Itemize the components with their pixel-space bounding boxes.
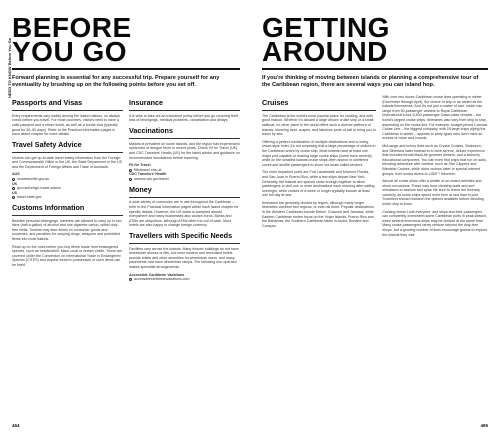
right-col-1 xyxy=(262,95,376,240)
cruise-lines-text-3: Almost all cruise ships offer a wealth of on-board activities and shore excursions. These vary from climbing walls and surf simulators to casinos and spas. Be sure to check the itinerary carefully, as some ships spend more time at sea than in port. Travellers should research the options available before deciding which ship to book. xyxy=(382,179,484,207)
passports-heading: Passports and Visas xyxy=(12,98,83,107)
customs-text-1: Besides personal belongings, travelers are allowed to carry up to two liters (half a gallon) of alcohol and one cigarette carton, within duty-free limits. Tourists may face duties on consumer goods and souvenirs, and penalties for carrying drugs, weapons and prohibited items into most islands. xyxy=(12,218,122,242)
globe-icon xyxy=(129,169,132,172)
advice-uk-link[interactable]: gov.uk/foreign-travel-advice xyxy=(17,186,61,191)
advice-aus-link[interactable]: smartraveller.gov.au xyxy=(17,176,50,181)
money-text: A wide variety of currencies are in use throughout the Caribbean – refer to the Practical Information pages within each island chapter for specific details. However, the US dollar is accepted almost everywhere and many businesses also accept euros. Banks and ATMs are ubiquitous, although ATMs often run out of cash. Most hotels are also happy to change foreign currency. xyxy=(129,200,239,228)
advice-aus-label: AUS xyxy=(12,172,20,177)
right-page-title xyxy=(262,12,488,67)
passports-divider xyxy=(12,110,123,111)
cruise-lines-text-1: With over two dozen Caribbean cruise lines operating in winter (December through April), the choice of ship is as varied as the islands themselves. And it's not just a matter of size, which can range from 50-passenger vessels to Royal Caribbean International's four 5,500-passenger Oasis-class vessels – the world's largest cruise ships. Itineraries also vary from ship to ship, depending on the cruise line. For example, budget-priced Carnival Cruise Line – the biggest company, with 24 large ships plying the Caribbean in winter – appeals to party types who don't mind an excess of noise and crowds. xyxy=(382,95,488,141)
cdc-link[interactable]: wwwnc.cdc.gov/travel xyxy=(134,176,169,181)
left-page-title xyxy=(12,12,240,67)
passports-text: Entry requirements vary widely among the island nations, so always check before you travel. For most countries, visitors need to have a valid passport and a return ticket, as well as a tourist visa (typically good for 30–90 days). Refer to the Practical Information pages in each island chapter for more details. xyxy=(12,113,120,137)
advice-text: Visitors can get up-to-date travel safety information from the Foreign and Commonwealth Office in the UK, the State Department in the US and the Department of Foreign Affairs and Trade in Australia. xyxy=(12,155,122,169)
right-page xyxy=(250,0,500,434)
accessible-caribbean-link[interactable]: accessiblecaribbeanvacations.com xyxy=(134,277,190,282)
globe-icon xyxy=(12,196,15,199)
cruises-heading: Cruises xyxy=(262,98,289,107)
page-number-left: 464 xyxy=(12,423,20,428)
left-intro: Forward planning is essential for any successful trip. Prepare yourself for any eventuality by brushing up on the following points before you set off. xyxy=(12,75,220,88)
cruise-lines-text-4: Cruising doesn't suit everyone, and ships and their passengers can completely overwhelm some Caribbean ports in peak season, when several enormous ships may be docked at the same time. Many cruise passengers rarely venture beyond the duty-free shops, but a growing number of lines encourage guests to explore the islands they visit. xyxy=(382,209,488,237)
cruises-text-4: Itineraries are generally divided by region, although many longer itineraries combine two regions, or even all three. Popular destinations in the Western Caribbean include Belize, Cozumel and Jamaica, while Eastern Caribbean routes focus on the Virgin Islands, Puerto Rico and the Bahamas; the Southern Caribbean takes in Aruba, Bonaire and Curaçao. xyxy=(262,200,374,228)
right-col-2 xyxy=(382,95,488,240)
advice-heading: Travel Safety Advice xyxy=(12,139,82,149)
fit-for-travel-link[interactable]: fitfortravel.nhs.uk xyxy=(134,167,162,172)
cruises-divider xyxy=(262,110,376,111)
advice-us-label: US xyxy=(12,190,17,195)
money-divider xyxy=(129,197,240,198)
right-columns xyxy=(262,95,488,240)
vaccinations-heading: Vaccinations xyxy=(129,125,173,135)
accessible-caribbean-label: Accessible Caribbean Vacations xyxy=(129,272,185,277)
right-title-rule xyxy=(262,68,488,70)
right-title-line1: GETTING xyxy=(262,12,390,43)
special-needs-divider xyxy=(129,243,240,244)
accessible-caribbean-link-row[interactable] xyxy=(129,277,240,282)
left-title-line2: YOU GO xyxy=(12,36,128,67)
right-title-line2: AROUND xyxy=(262,36,388,67)
left-columns xyxy=(12,95,240,282)
customs-text-2: Read up on the rules before you buy items made from endangered species, such as tortoiseshell, black coral or certain shells. These are covered under the Convention on International Trade in Endangered Species (CITES) and anyone found in possession of such items can be fined. xyxy=(12,244,123,268)
page-number-right: 465 xyxy=(480,423,488,428)
insurance-divider xyxy=(129,110,240,111)
advice-us-link-row[interactable] xyxy=(12,195,123,200)
globe-icon xyxy=(12,187,15,190)
customs-heading: Customs Information xyxy=(12,202,85,212)
left-title-line1: BEFORE xyxy=(12,12,132,43)
money-heading: Money xyxy=(129,184,152,194)
left-col-2 xyxy=(129,95,240,282)
globe-icon xyxy=(129,178,132,181)
vaccinations-text: Malaria is prevalent on some islands, and the region has experienced epidemics of dengue fever in recent years. Check Fit for Travel (UK) and CDC Travelers' Health (US) for the latest advice and guidance on recommended inoculations before traveling. xyxy=(129,141,240,160)
advice-us-link[interactable]: travel.state.gov xyxy=(17,195,42,200)
special-needs-text: Facilities vary across the islands. Many historic buildings do not have wheelchair access or lifts, but most modern and renovated hotels provide toilets and other amenities for wheelchair users, and many pavements now have wheelchair ramps. The following tour operator makes specialist arrangements: xyxy=(129,246,239,270)
cruises-text-1: The Caribbean is the world's most popular place for cruising, and with good reason. Whether it's aboard a large deluxe cruise ship or a small sailboat, no other place in the world offers such a diverse plethora of islands, stunning land- scapes, and fabulous ports of call to bring you to travel by sea. xyxy=(262,113,376,137)
special-needs-heading: Travellers with Specific Needs xyxy=(129,230,233,240)
globe-icon xyxy=(12,178,15,181)
cdc-label: CDC Travelers' Health xyxy=(129,172,167,177)
insurance-heading: Insurance xyxy=(129,98,163,107)
insurance-text: It is wise to take out an insurance policy before you go covering theft, loss of belongings, medical problems, cancellation and delays. xyxy=(129,113,239,123)
advice-uk-label: UK xyxy=(12,181,18,186)
advice-divider xyxy=(12,152,123,153)
cdc-link-row[interactable] xyxy=(129,177,240,182)
left-col-1 xyxy=(12,95,123,282)
customs-divider xyxy=(12,215,123,216)
fit-for-travel-label: Fit for Travel xyxy=(129,163,151,168)
vaccinations-divider xyxy=(129,138,240,139)
cruise-lines-text-2: Mid-range and luxury lines such as Crystal Cruises, Seabourn, and Silversea cater instead to a more serene, deluxe experience that includes formal black-tie gourmet dinners, and a leisurely educational component. You can even find ships that run on sails, blending adventure with comfort, such as Star Clippers and Windstar Cruises, while niche cruises cater to special-interest groups, from scuba divers to LGBT+ travelers. xyxy=(382,143,487,176)
cruises-text-2: Offering a perfect combination of multiple destinations and a roving resort-style hotel, it's not surprising that a large percentage of visitors to the Caribbean arrive by cruise ship. Most islands have at least one major port capable of docking large cruise ships (some have several), while on the smallest islands cruise ships often anchor in sheltered coves and shuttle passengers to shore via boats called tenders. xyxy=(262,139,376,167)
cruises-text-3: The main departure ports are Fort Lauderdale and Miami in Florida, and San Juan in Puerto Rico, while a few ships depart New York. Generally, the islands are spaced close enough together to allow passengers to visit one or more destinations each morning after sailing overnight, while cruises of a week or longer typically include at least one full day at sea. xyxy=(262,170,375,198)
globe-icon xyxy=(129,278,132,281)
right-intro: If you're thinking of moving between islands or planning a comprehensive tour of the Caribbean region, there are several ways you can island hop. xyxy=(262,75,479,88)
left-title-rule xyxy=(12,68,240,70)
section-side-tab-label: NEED TO KNOW Before You Go xyxy=(7,37,12,98)
